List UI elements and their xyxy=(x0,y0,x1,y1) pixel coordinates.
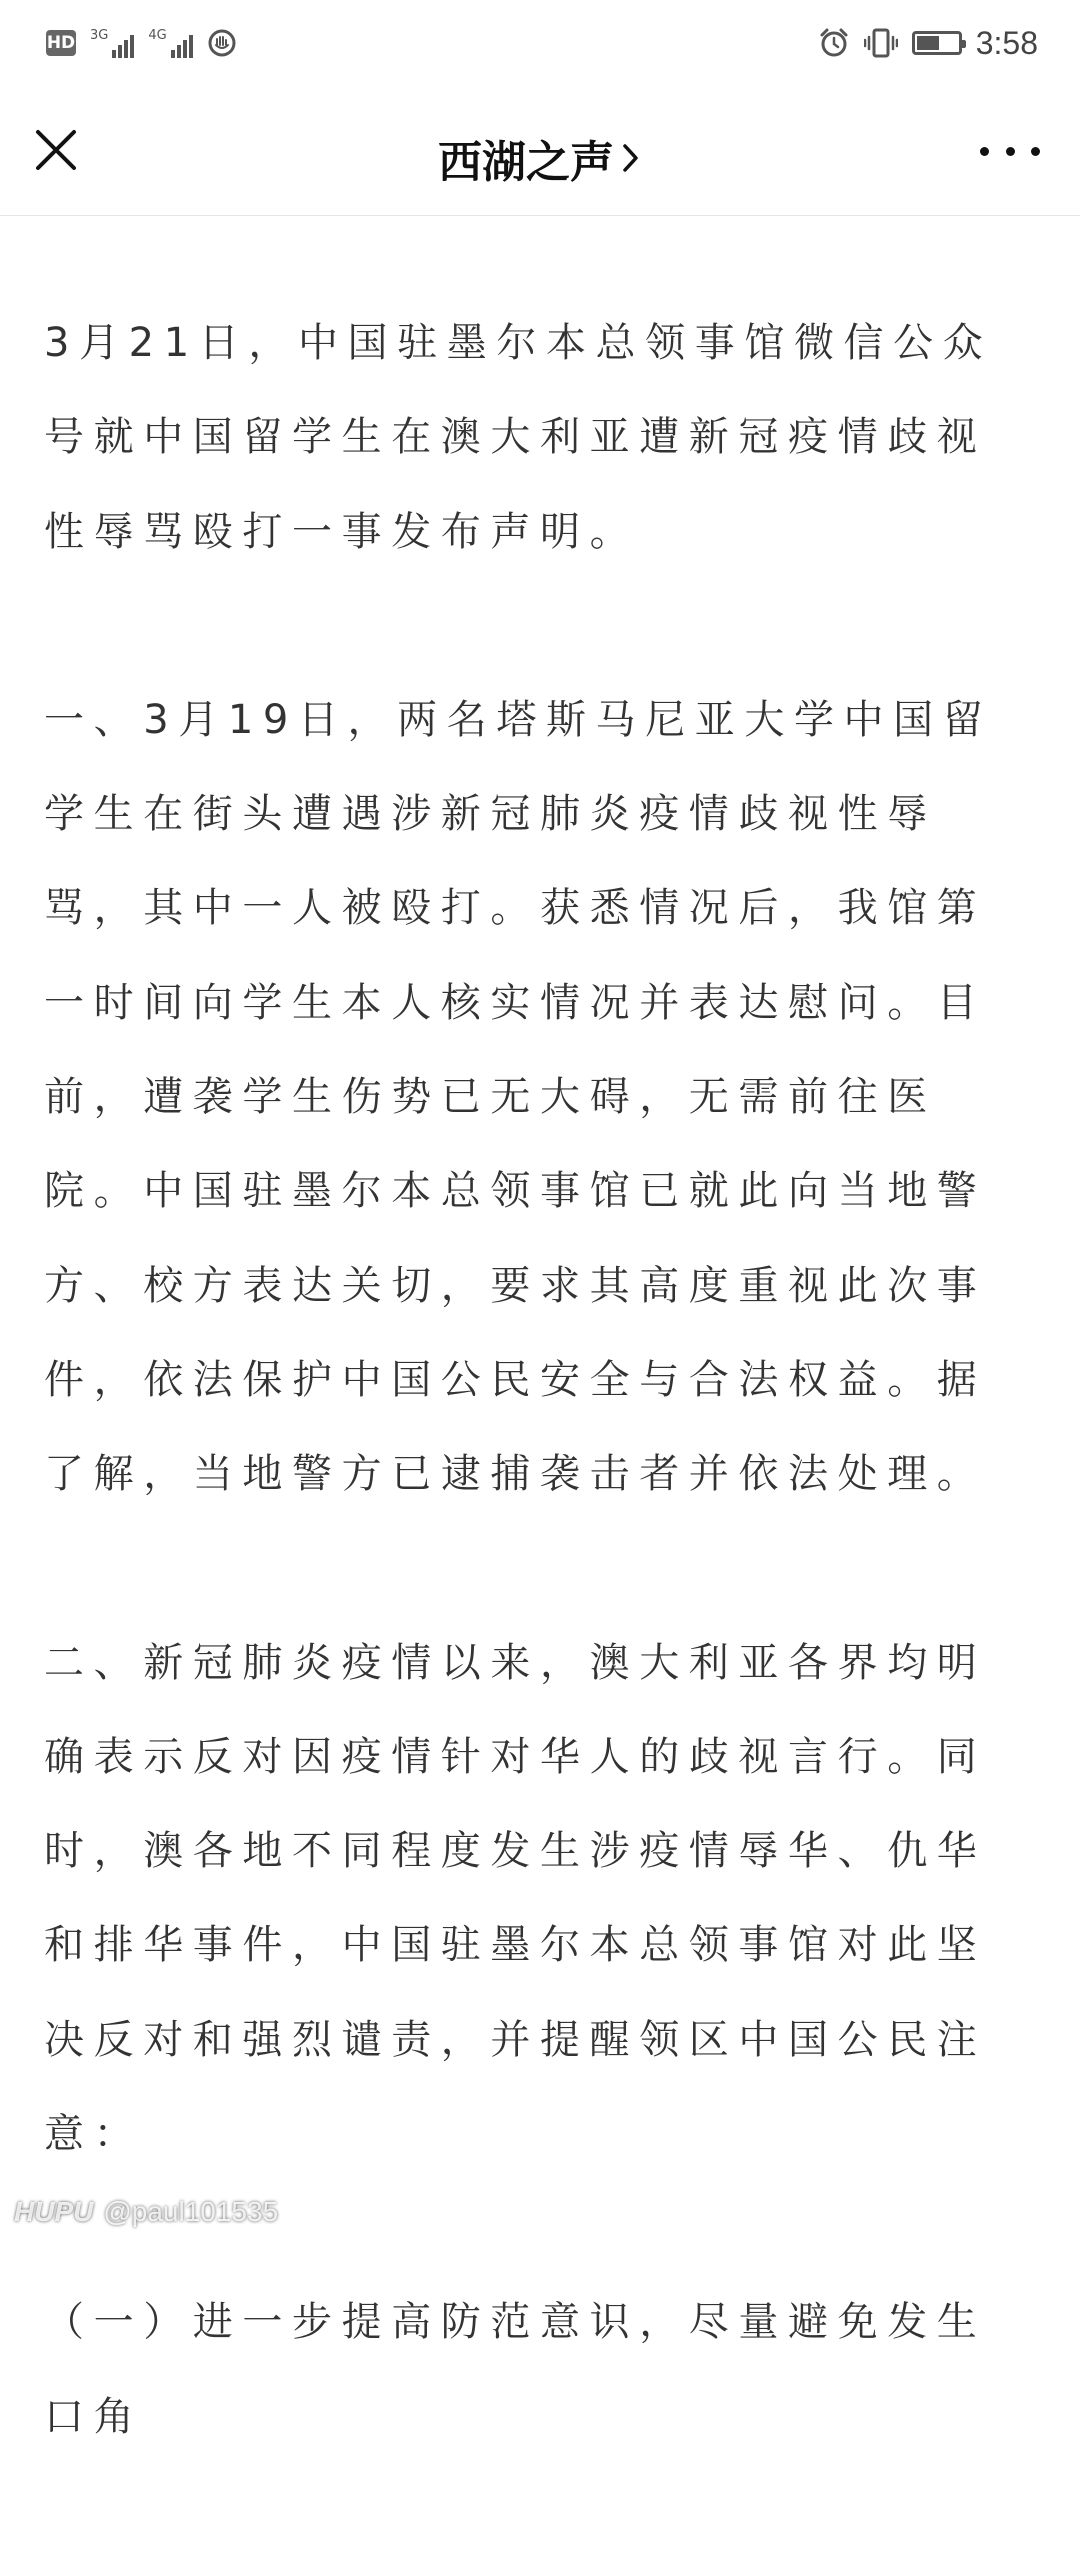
network-type-4g: 4G xyxy=(148,28,167,43)
app-notification-icon xyxy=(207,28,237,58)
watermark-user: @paul101535 xyxy=(103,2196,279,2227)
more-dot-icon xyxy=(980,147,989,156)
more-dot-icon xyxy=(1031,147,1040,156)
status-bar-left xyxy=(46,28,237,58)
battery-level-fill xyxy=(917,36,939,50)
chevron-right-icon xyxy=(620,140,642,176)
watermark-brand: HUPU xyxy=(14,2196,94,2227)
more-options-button[interactable] xyxy=(980,136,1040,166)
network-type-3g: 3G xyxy=(90,28,109,43)
navigation-bar xyxy=(0,86,1080,216)
status-bar-right xyxy=(818,25,1038,62)
article-paragraph: （一）进一步提高防范意识，尽量避免发生口角 xyxy=(44,2299,987,2440)
status-bar xyxy=(0,0,1080,86)
status-time: 3:58 xyxy=(975,24,1038,61)
signal-3g-icon xyxy=(90,28,134,58)
battery-icon xyxy=(912,31,962,55)
account-title: 西湖之声 xyxy=(438,137,614,188)
signal-4g-icon xyxy=(148,28,192,58)
account-title-link[interactable] xyxy=(0,126,1080,190)
article-paragraph: 一、3月19日，两名塔斯马尼亚大学中国留学生在街头遭遇涉新冠肺炎疫情歧视性辱骂，其中一人被殴打。获悉情况后，我馆第一时间向学生本人核实情况并表达慰问。目前，遭袭学生伤势已无大碍，无需前往医院。中国驻墨尔本总领事馆已就此向当地警方、校方表达关切，要求其高度重视此次事件，依法保护中国公民安全与合法权益。据了解，当地警方已逮捕袭击者并依法处理。 xyxy=(44,696,993,1498)
alarm-icon xyxy=(818,27,850,59)
article-paragraph: 二、新冠肺炎疫情以来，澳大利亚各界均明确表示反对因疫情针对华人的歧视言行。同时，澳各地不同程度发生涉疫情辱华、仇华和排华事件，中国驻墨尔本总领事馆对此坚决反对和强烈谴责，并提醒领区中国公民注意： xyxy=(44,1639,987,2158)
hd-badge: HD xyxy=(46,30,76,56)
watermark xyxy=(14,2196,278,2228)
article-paragraph: 3月21日，中国驻墨尔本总领事馆微信公众号就中国留学生在澳大利亚遭新冠疫情歧视性辱骂殴打一事发布声明。 xyxy=(44,320,993,555)
vibrate-icon xyxy=(864,27,898,59)
more-dot-icon xyxy=(1006,147,1015,156)
